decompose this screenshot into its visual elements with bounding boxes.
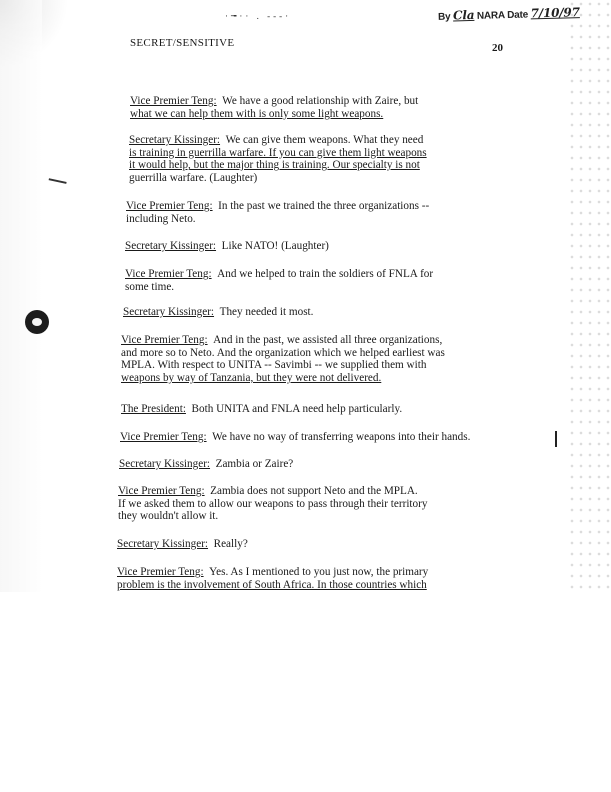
dialogue-line: some time. xyxy=(125,280,175,293)
classification-marking: SECRET/SENSITIVE xyxy=(130,37,235,49)
speaker-name: Secretary Kissinger: xyxy=(125,240,217,252)
dialogue-line: Both UNITA and FNLA need help particularly. xyxy=(191,403,403,415)
speaker-name: Vice Premier Teng: xyxy=(130,95,217,107)
declass-initials: Cla xyxy=(452,7,475,23)
dialogue-line: it would help, but the major thing is training. Our specialty is not xyxy=(129,159,420,172)
dialogue-line: weapons by way of Tanzania, but they were not delivered. xyxy=(121,371,382,384)
dialogue-turn xyxy=(121,403,541,416)
dialogue-line: We can give them weapons. What they need xyxy=(225,134,424,146)
dialogue-line: If we asked them to allow our weapons to pass through their territory xyxy=(118,497,428,510)
dialogue-turn xyxy=(123,306,523,319)
dialogue-turn xyxy=(117,566,517,591)
declass-by-label: By xyxy=(437,11,451,23)
speaker-name: Vice Premier Teng: xyxy=(120,431,207,443)
declass-date: 7/10/97 xyxy=(530,5,580,21)
dialogue-line: Zambia does not support Neto and the MPLA. xyxy=(210,485,418,497)
dialogue-line: They needed it most. xyxy=(219,306,314,318)
speaker-name: Secretary Kissinger: xyxy=(119,458,211,470)
blank-lower-area xyxy=(0,592,611,792)
dialogue-line: We have no way of transferring weapons into their hands. xyxy=(212,431,471,443)
dialogue-turn xyxy=(121,334,541,384)
page-number: 20 xyxy=(492,42,503,54)
dialogue-line: guerrilla warfare. (Laughter) xyxy=(129,171,258,184)
dialogue-line: Yes. As I mentioned to you just now, the primary xyxy=(209,566,429,578)
declassification-stamp xyxy=(438,5,580,23)
speaker-name: Vice Premier Teng: xyxy=(121,334,208,346)
speaker-name: Vice Premier Teng: xyxy=(117,566,204,578)
dialogue-line: And we helped to train the soldiers of FNLA for xyxy=(217,268,434,280)
speaker-name: Secretary Kissinger: xyxy=(129,134,221,146)
dialogue-turn xyxy=(120,431,560,444)
dialogue-line: Zambia or Zaire? xyxy=(215,458,294,470)
declass-agency: NARA Date xyxy=(476,9,529,22)
dialogue-line: Really? xyxy=(213,538,248,550)
dialogue-line: and more so to Neto. And the organization which we helped earliest was xyxy=(121,346,445,359)
dialogue-line: We have a good relationship with Zaire, but xyxy=(222,95,419,107)
speaker-name: Vice Premier Teng: xyxy=(118,485,205,497)
dialogue-line: Like NATO! (Laughter) xyxy=(221,240,329,252)
punch-hole xyxy=(25,310,49,334)
dialogue-line: is training in guerrilla warfare. If you can give them light weapons xyxy=(129,146,427,159)
dialogue-turn xyxy=(119,458,519,471)
speaker-name: Vice Premier Teng: xyxy=(125,268,212,280)
speaker-name: Secretary Kissinger: xyxy=(123,306,215,318)
dialogue-line: they wouldn't allow it. xyxy=(118,510,219,523)
dialogue-line: MPLA. With respect to UNITA -- Savimbi -- we supplied them with xyxy=(121,359,427,372)
dialogue-turn xyxy=(118,485,518,523)
dialogue-line: And in the past, we assisted all three organizations, xyxy=(213,334,443,346)
speaker-name: Vice Premier Teng: xyxy=(126,200,213,212)
dialogue-line: In the past we trained the three organizations -- xyxy=(218,200,430,212)
dialogue-turn xyxy=(125,268,510,293)
dialogue-turn xyxy=(125,240,525,253)
speaker-name: Secretary Kissinger: xyxy=(117,538,209,550)
dialogue-turn xyxy=(126,200,511,225)
top-scan-marks: ·╼·· . ---· xyxy=(225,11,292,21)
dialogue-turn xyxy=(117,538,517,551)
dialogue-line: what we can help them with is only some light weapons. xyxy=(130,107,384,120)
dialogue-turn xyxy=(129,134,514,184)
speaker-name: The President: xyxy=(121,403,186,415)
dialogue-line: including Neto. xyxy=(126,212,196,225)
dialogue-line: problem is the involvement of South Africa. In those countries which xyxy=(117,578,427,591)
margin-mark xyxy=(47,178,66,190)
dialogue-turn xyxy=(130,95,510,120)
